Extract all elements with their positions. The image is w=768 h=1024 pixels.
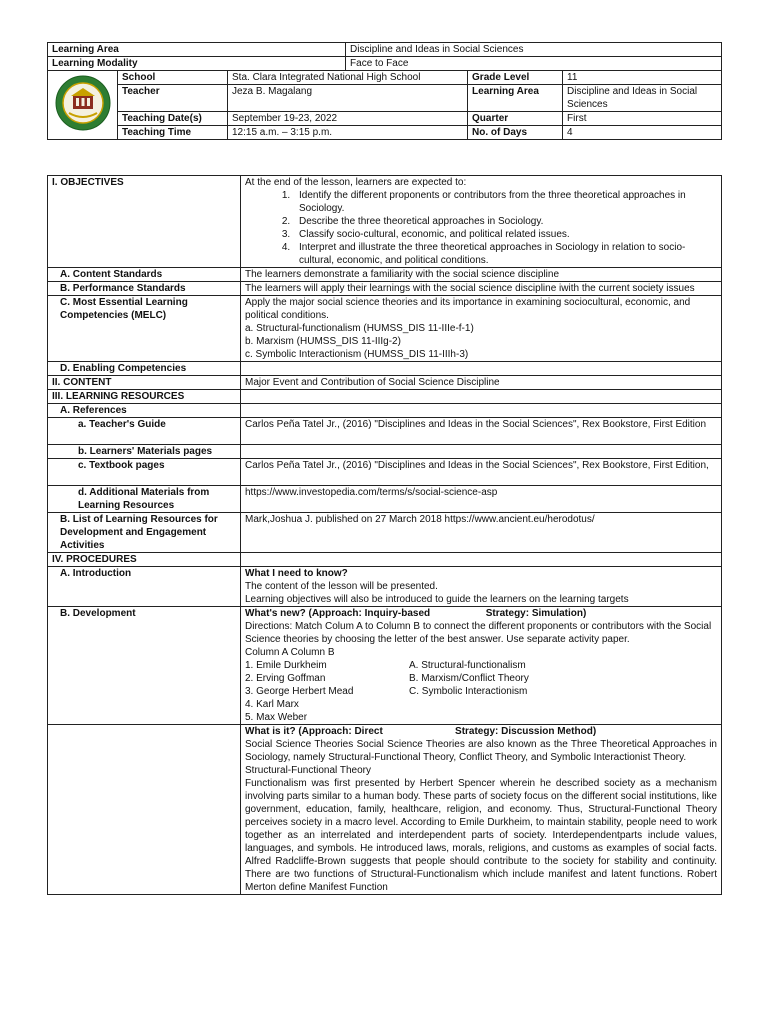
textbook-value: Carlos Peña Tatel Jr., (2016) "Disciplines and Ideas in the Social Sciences", Rex Bookstore, First Edition, <box>241 459 722 486</box>
learners-materials-label: b. Learners' Materials pages <box>48 445 241 459</box>
melc-item: c. Symbolic Interactionism (HUMSS_DIS 11-IIIh-3) <box>245 349 469 360</box>
melc-item: b. Marxism (HUMSS_DIS 11-IIIg-2) <box>245 336 401 347</box>
objective-item: 1. Identify the different proponents or contributors from the three theoretical approaches in Sociology. <box>293 189 717 215</box>
column-b-item: C. Symbolic Interactionism <box>409 686 528 697</box>
what-is-it-cell <box>241 725 722 895</box>
references-value <box>241 404 722 418</box>
learners-materials-value <box>241 445 722 459</box>
grade-level-label: Grade Level <box>468 71 563 85</box>
teaching-dates-label: Teaching Date(s) <box>118 112 228 126</box>
objectives-label: I. OBJECTIVES <box>48 176 241 268</box>
objective-item: 4. Interpret and illustrate the three theoretical approaches in Sociology in relation to socio-cultural, economic, and political conditions. <box>293 241 717 267</box>
matching-row <box>245 685 717 698</box>
development-heading: What's new? (Approach: Inquiry-based Strategy: Simulation) <box>245 608 587 619</box>
what-is-it-subheading: Structural-Functional Theory <box>245 765 371 776</box>
teacher-value: Jeza B. Magalang <box>228 85 468 112</box>
days-value: 4 <box>563 126 722 140</box>
development-directions: Directions: Match Colum A to Column B to connect the different proponents or contributors with the Social Science theories by choosing the letter of the best answer. Use separate activity paper. <box>245 621 712 645</box>
resources-list-label: B. List of Learning Resources for Development and Engagement Activities <box>48 513 241 553</box>
references-label: A. References <box>48 404 241 418</box>
grade-level-value: 11 <box>563 71 722 85</box>
learning-modality-value: Face to Face <box>346 57 722 71</box>
introduction-cell <box>241 567 722 607</box>
matching-row <box>245 698 717 711</box>
content-label: II. CONTENT <box>48 376 241 390</box>
school-logo-cell <box>48 71 118 140</box>
enabling-competencies-value <box>241 362 722 376</box>
teacher-label: Teacher <box>118 85 228 112</box>
what-is-it-label <box>48 725 241 895</box>
learning-area-label: Learning Area <box>48 43 346 57</box>
what-is-it-heading: What is it? (Approach: Direct Strategy: Discussion Method) <box>245 726 597 737</box>
learning-area-2-label: Learning Area <box>468 85 563 112</box>
what-is-it-paragraph: Functionalism was first presented by Herbert Spencer wherein he described society as a mechanism involving parts similar to a human body. These parts of society focus on the different social institutions, like government, education, family, healthcare, religion, and economy. Thus, Structural-Functional Theory perceives society in a macro level. According to Emile Durkheim, to maintain stability, people need to work together as an interrelated and interdependent parts of society. Interdependentparts include values, languages, and symbols. He introduced laws, morals, religions, and customs as examples of social facts. Alfred Radcliffe-Brown suggests that people should contribute to the society for stability and continuity. There are two functions of Structural-Functionalism which include manifest and latent functions. Robert Merton define Manifest Function <box>245 778 717 893</box>
matching-row <box>245 659 717 672</box>
what-is-it-paragraph: Social Science Theories Social Science Theories are also known as the Three Theoretical Approaches in Sociology, namely Structural-Functional Theory, Conflict Theory, and Symbolic Interactionist Theory. <box>245 739 717 763</box>
performance-standards-label: B. Performance Standards <box>48 282 241 296</box>
textbook-label: c. Textbook pages <box>48 459 241 486</box>
learning-area-2-value: Discipline and Ideas in Social Sciences <box>563 85 722 112</box>
objectives-intro: At the end of the lesson, learners are expected to: <box>245 177 467 188</box>
melc-item: a. Structural-functionalism (HUMSS_DIS 11-IIIe-f-1) <box>245 323 474 334</box>
column-a-item: 3. George Herbert Mead <box>245 686 354 697</box>
resources-list-value: Mark,Joshua J. published on 27 March 2018 https://www.ancient.eu/herodotus/ <box>241 513 722 553</box>
learning-resources-label: III. LEARNING RESOURCES <box>48 390 241 404</box>
development-label: B. Development <box>48 607 241 725</box>
development-columns: Column A Column B <box>245 647 335 658</box>
objectives-row <box>48 176 722 268</box>
additional-materials-value: https://www.investopedia.com/terms/s/social-science-asp <box>241 486 722 513</box>
objectives-cell <box>241 176 722 268</box>
column-b-item: B. Marxism/Conflict Theory <box>409 673 529 684</box>
development-cell <box>241 607 722 725</box>
teaching-time-label: Teaching Time <box>118 126 228 140</box>
procedures-label: IV. PROCEDURES <box>48 553 241 567</box>
learning-resources-value <box>241 390 722 404</box>
teachers-guide-label: a. Teacher's Guide <box>48 418 241 445</box>
school-value: Sta. Clara Integrated National High School <box>228 71 468 85</box>
days-label: No. of Days <box>468 126 563 140</box>
school-seal-logo <box>55 75 111 131</box>
introduction-heading: What I need to know? <box>245 568 348 579</box>
learning-modality-label: Learning Modality <box>48 57 346 71</box>
quarter-label: Quarter <box>468 112 563 126</box>
objective-item: 2. Describe the three theoretical approaches in Sociology. <box>293 215 717 228</box>
matching-row <box>245 711 717 724</box>
procedures-value <box>241 553 722 567</box>
quarter-value: First <box>563 112 722 126</box>
column-a-item: 4. Karl Marx <box>245 699 299 710</box>
introduction-line: The content of the lesson will be presented. <box>245 581 438 592</box>
lesson-plan-table <box>47 175 722 895</box>
enabling-competencies-label: D. Enabling Competencies <box>48 362 241 376</box>
melc-label: C. Most Essential Learning Competencies (MELC) <box>48 296 241 362</box>
objectives-list <box>245 189 717 267</box>
content-standards-value: The learners demonstrate a familiarity with the social science discipline <box>241 268 722 282</box>
teaching-dates-value: September 19-23, 2022 <box>228 112 468 126</box>
column-a-item: 2. Erving Goffman <box>245 673 326 684</box>
introduction-label: A. Introduction <box>48 567 241 607</box>
learning-area-value: Discipline and Ideas in Social Sciences <box>346 43 722 57</box>
objective-item: 3. Classify socio-cultural, economic, and political related issues. <box>293 228 717 241</box>
content-standards-label: A. Content Standards <box>48 268 241 282</box>
column-b-item: A. Structural-functionalism <box>409 660 526 671</box>
additional-materials-label: d. Additional Materials from Learning Resources <box>48 486 241 513</box>
school-label: School <box>118 71 228 85</box>
content-value: Major Event and Contribution of Social Science Discipline <box>241 376 722 390</box>
matching-row <box>245 672 717 685</box>
melc-value: Apply the major social science theories and its importance in examining sociocultural, economic, and political conditions. <box>245 297 691 321</box>
melc-cell <box>241 296 722 362</box>
column-a-item: 5. Max Weber <box>245 712 308 723</box>
teachers-guide-value: Carlos Peña Tatel Jr., (2016) "Disciplines and Ideas in the Social Sciences", Rex Bookstore, First Edition <box>241 418 722 445</box>
performance-standards-value: The learners will apply their learnings with the social science discipline iwith the current society issues <box>241 282 722 296</box>
teaching-time-value: 12:15 a.m. – 3:15 p.m. <box>228 126 468 140</box>
introduction-line: Learning objectives will also be introduced to guide the learners on the learning targets <box>245 594 629 605</box>
header-table <box>47 42 722 140</box>
column-a-item: 1. Emile Durkheim <box>245 660 327 671</box>
